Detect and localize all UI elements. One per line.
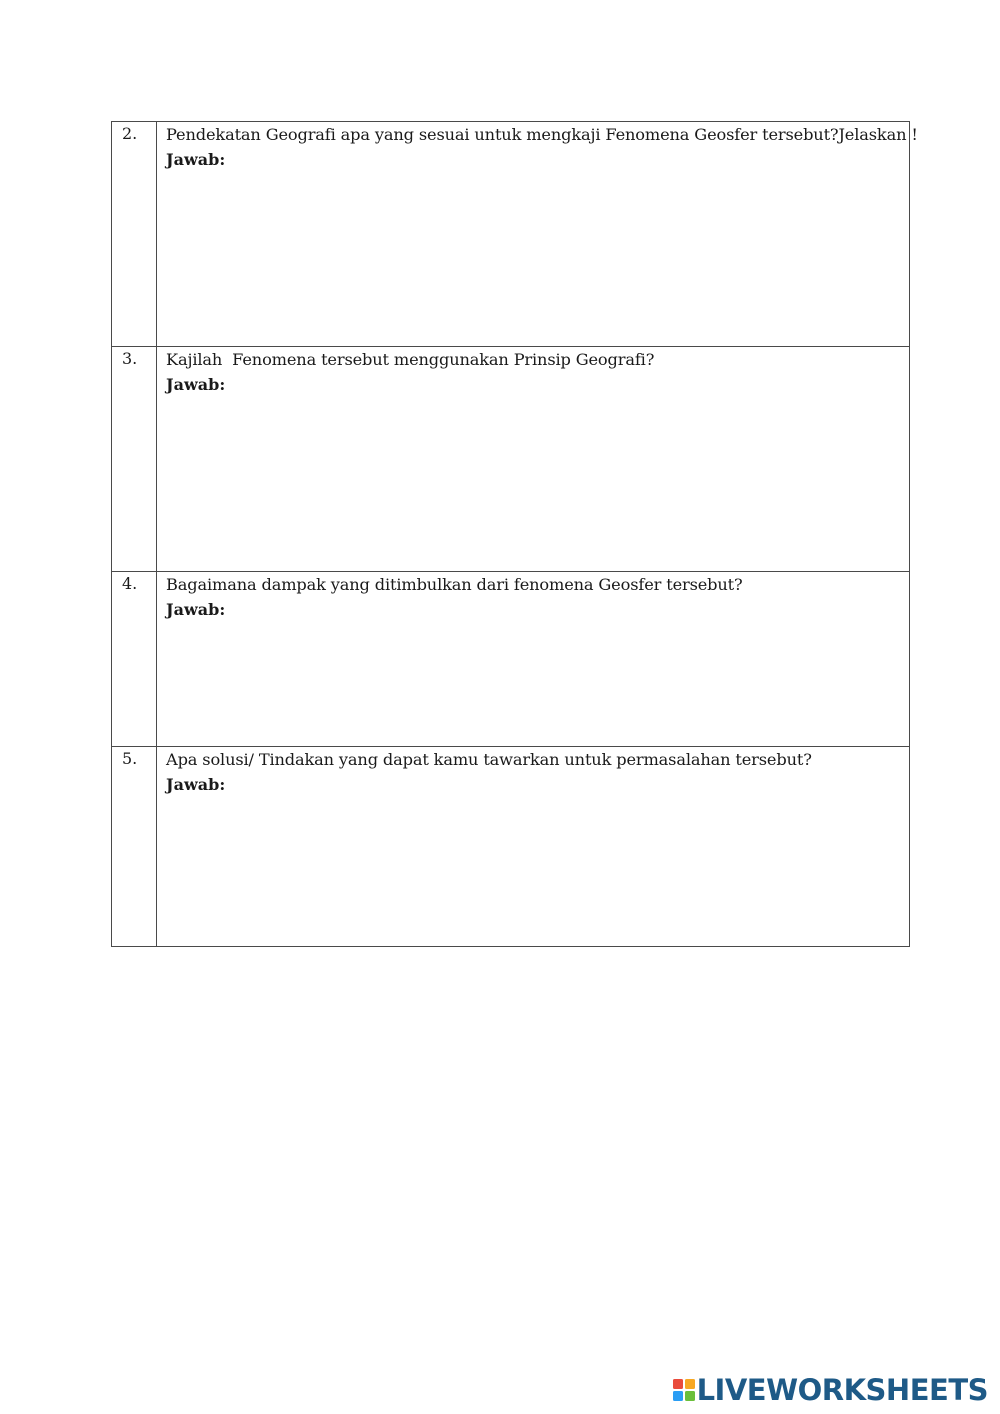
- question-cell: [157, 347, 910, 572]
- answer-label: Jawab:: [166, 775, 226, 794]
- question-number-cell: [112, 347, 157, 572]
- liveworksheets-brand: [673, 1374, 988, 1406]
- question-number: 5.: [122, 749, 138, 768]
- liveworksheets-logo-icon: [673, 1377, 695, 1403]
- table-row: [112, 347, 910, 572]
- question-number: 4.: [122, 574, 138, 593]
- question-text: Pendekatan Geografi apa yang sesuai untuk mengkaji Fenomena Geosfer tersebut?Jelaskan !: [166, 125, 918, 144]
- question-text: Apa solusi/ Tindakan yang dapat kamu tawarkan untuk permasalahan tersebut?: [166, 750, 812, 769]
- question-text: Kajilah Fenomena tersebut menggunakan Prinsip Geografi?: [166, 350, 655, 369]
- answer-label: Jawab:: [166, 150, 226, 169]
- question-text: Bagaimana dampak yang ditimbulkan dari fenomena Geosfer tersebut?: [166, 575, 743, 594]
- question-number: 3.: [122, 349, 138, 368]
- table-row: [112, 122, 910, 347]
- answer-label: Jawab:: [166, 600, 226, 619]
- question-cell: [157, 747, 910, 947]
- question-number-cell: [112, 747, 157, 947]
- brand-name: LIVEWORKSHEETS: [696, 1373, 988, 1407]
- question-number-cell: [112, 572, 157, 747]
- question-number: 2.: [122, 124, 138, 143]
- question-cell: [157, 122, 918, 347]
- table-row: [112, 747, 910, 947]
- question-number-cell: [112, 122, 157, 347]
- question-cell: [157, 572, 910, 747]
- table-row: [112, 572, 910, 747]
- questions-table: [111, 121, 918, 947]
- answer-label: Jawab:: [166, 375, 226, 394]
